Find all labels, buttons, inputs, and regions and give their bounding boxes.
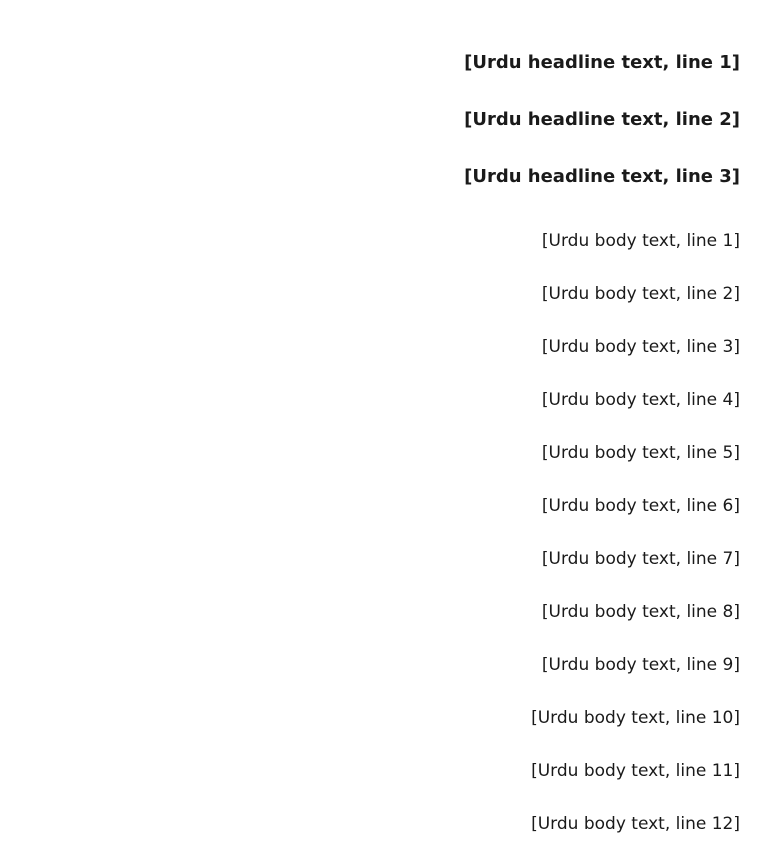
body-line: [Urdu body text, line 8] xyxy=(541,602,740,622)
body-line: [Urdu body text, line 6] xyxy=(541,496,740,516)
body-line: [Urdu body text, line 1] xyxy=(541,231,740,251)
body-line: [Urdu body text, line 11] xyxy=(531,761,740,781)
article-body xyxy=(22,215,740,851)
body-line: [Urdu body text, line 10] xyxy=(531,708,740,728)
body-line: [Urdu body text, line 7] xyxy=(541,549,740,569)
body-line: [Urdu body text, line 9] xyxy=(541,655,740,675)
body-line: [Urdu body text, line 12] xyxy=(531,814,740,834)
body-line: [Urdu body text, line 3] xyxy=(541,337,740,357)
headline-line: [Urdu headline text, line 3] xyxy=(464,166,740,187)
body-line: [Urdu body text, line 2] xyxy=(541,284,740,304)
headline-line: [Urdu headline text, line 2] xyxy=(464,109,740,130)
headline-line: [Urdu headline text, line 1] xyxy=(464,52,740,73)
article-headline xyxy=(22,34,740,205)
body-line: [Urdu body text, line 4] xyxy=(541,390,740,410)
body-line: [Urdu body text, line 5] xyxy=(541,443,740,463)
news-article xyxy=(22,34,740,851)
